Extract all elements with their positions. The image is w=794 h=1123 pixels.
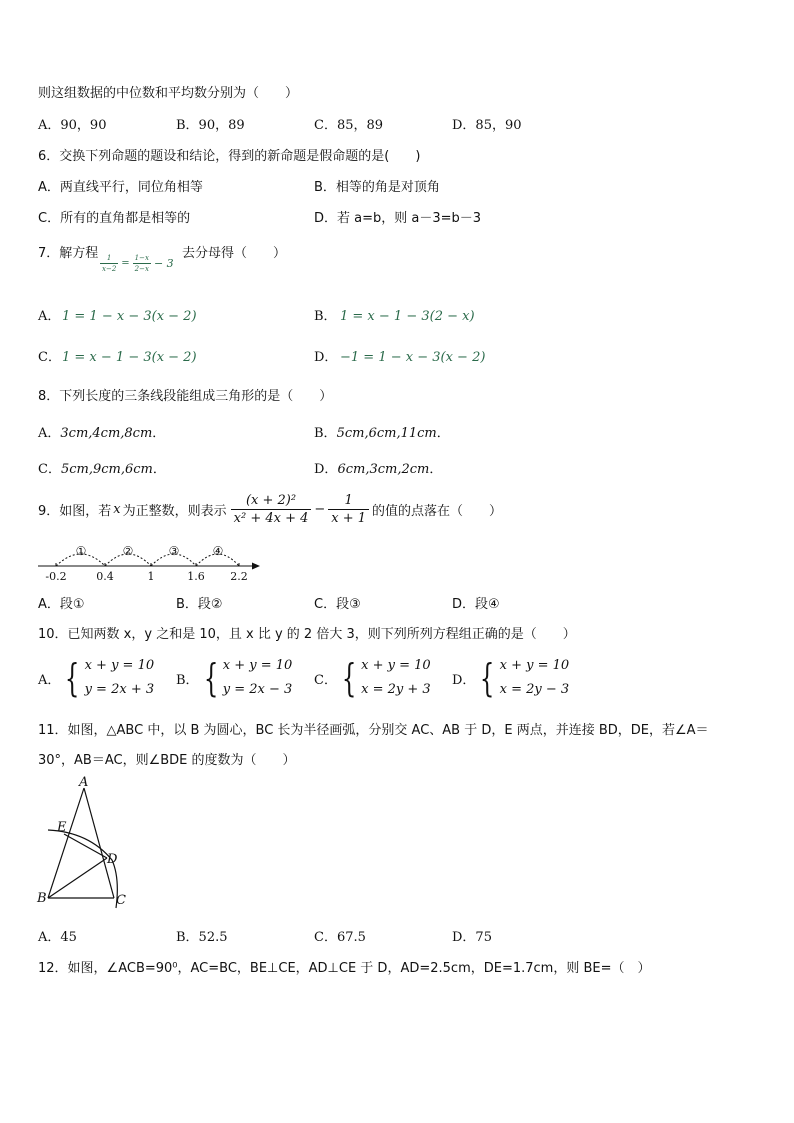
q7-prefix: 7．解方程 xyxy=(38,246,99,261)
q11-option-b: B．52.5 xyxy=(176,930,228,945)
q9-stem: 9．如图，若 x 为正整数，则表示 $\frac{\text{(x + 2)²}}{\text{x² + 4x + 4}}$ − $\frac{1}{x + 1}$ 的值的点落在（ ） xyxy=(38,493,503,526)
segment-label-3: ③ xyxy=(168,544,180,558)
q9-fraction-2: $\frac{1}{x + 1}$ xyxy=(328,492,369,527)
q7-option-d-label: D． xyxy=(314,350,338,365)
q8-option-a: A．3cm,4cm,8cm． xyxy=(38,426,166,441)
q8-option-b: B．5cm,6cm,11cm． xyxy=(314,426,450,441)
q10-option-c: C． { x + y = 10 x = 2y + 3 xyxy=(314,656,431,700)
q11-triangle-figure xyxy=(34,774,144,914)
tick-label-2: 0.4 xyxy=(96,570,114,583)
q9-fraction-1: $\frac{\text{(x + 2)²}}{\text{x² + 4x + 4}}$ xyxy=(231,492,312,527)
q9-option-d: D．段④ xyxy=(452,597,500,612)
segment-label-1: ① xyxy=(75,544,87,558)
q8-option-d: D．6cm,3cm,2cm． xyxy=(314,462,443,477)
q11-option-c: C．67.5 xyxy=(314,930,366,945)
tick-label-4: 1.6 xyxy=(187,570,205,583)
q5-option-b: B．90，89 xyxy=(176,118,245,133)
q10-option-a: A． { x + y = 10 y = 2x + 3 xyxy=(38,656,155,700)
segment-label-2: ② xyxy=(122,544,134,558)
segment-BD xyxy=(48,858,107,898)
q6-option-a: A．两直线平行，同位角相等 xyxy=(38,180,203,195)
segment-AB xyxy=(48,788,84,898)
q8-stem: 8．下列长度的三条线段能组成三角形的是（ ） xyxy=(38,389,333,404)
q10-option-b: B． { x + y = 10 y = 2x − 3 xyxy=(176,656,293,700)
q7-option-a-label: A． xyxy=(38,309,61,324)
label-D: D xyxy=(107,852,118,867)
q7-option-c: 1 = x − 1 − 3(x − 2) xyxy=(62,350,197,365)
q7-eq-frac1: $\frac{1}{x-2}$ xyxy=(102,254,117,273)
q7-option-b: 1 = x − 1 − 3(2 − x) xyxy=(340,309,475,324)
q7-option-c-label: C． xyxy=(38,350,61,365)
label-C: C xyxy=(116,893,126,908)
q7-option-b-label: B． xyxy=(314,309,337,324)
q12-stem: 12．如图，∠ACB=90⁰，AC=BC，BE⊥CE，AD⊥CE 于 D，AD=2.5cm，DE=1.7cm，则 BE=（ ） xyxy=(38,961,651,976)
arc-centered-B xyxy=(48,830,117,908)
label-B: B xyxy=(37,891,47,906)
q11-stem-line1: 11．如图，△ABC 中，以 B 为圆心，BC 长为半径画弧，分别交 AC、AB 于 D，E 两点，并连接 BD，DE，若∠A＝ xyxy=(38,723,709,738)
q9-option-b: B．段② xyxy=(176,597,223,612)
q8-option-c: C．5cm,9cm,6cm． xyxy=(38,462,166,477)
q5-option-d: D．85，90 xyxy=(452,118,522,133)
label-E: E xyxy=(57,820,67,835)
q6-option-d: D．若 a=b，则 a－3=b－3 xyxy=(314,211,482,226)
q7-eq-frac2: $\frac{1-x}{2-x}$ xyxy=(134,254,149,273)
q7-option-a: 1 = 1 − x − 3(x − 2) xyxy=(62,309,197,324)
q11-option-a: A．45 xyxy=(38,930,77,945)
segment-label-4: ④ xyxy=(212,544,224,558)
segment-AC xyxy=(84,788,114,898)
q10-stem: 10．已知两数 x，y 之和是 10，且 x 比 y 的 2 倍大 3，则下列所列方程组正确的是（ ） xyxy=(38,627,576,642)
tick-label-1: -0.2 xyxy=(45,570,67,583)
q6-stem: 6．交换下列命题的题设和结论，得到的新命题是假命题的是( ) xyxy=(38,149,421,164)
q7-equation: $\frac{1}{x-2}$ = $\frac{1-x}{2-x}$ − 3 xyxy=(102,254,174,273)
tick-label-5: 2.2 xyxy=(230,570,248,583)
q9-option-a: A．段① xyxy=(38,597,85,612)
q7-suffix: 去分母得（ ） xyxy=(182,246,287,261)
q6-option-b: B．相等的角是对顶角 xyxy=(314,180,440,195)
q5-option-c: C．85，89 xyxy=(314,118,384,133)
q11-option-d: D．75 xyxy=(452,930,492,945)
q9-option-c: C．段③ xyxy=(314,597,361,612)
number-line-arrow xyxy=(252,563,260,570)
q9-number-line xyxy=(36,540,266,584)
q5-option-a: A．90，90 xyxy=(38,118,107,133)
q11-stem-line2: 30°，AB＝AC，则∠BDE 的度数为（ ） xyxy=(38,753,296,768)
tick-label-3: 1 xyxy=(147,570,155,583)
q10-option-d: D． { x + y = 10 x = 2y − 3 xyxy=(452,656,570,700)
label-A: A xyxy=(79,775,89,790)
q7-option-d: −1 = 1 − x − 3(x − 2) xyxy=(340,350,486,365)
q6-option-c: C．所有的直角都是相等的 xyxy=(38,211,191,226)
q5-tail-text: 则这组数据的中位数和平均数分别为（ ） xyxy=(38,86,299,101)
segment-DE xyxy=(64,834,107,858)
